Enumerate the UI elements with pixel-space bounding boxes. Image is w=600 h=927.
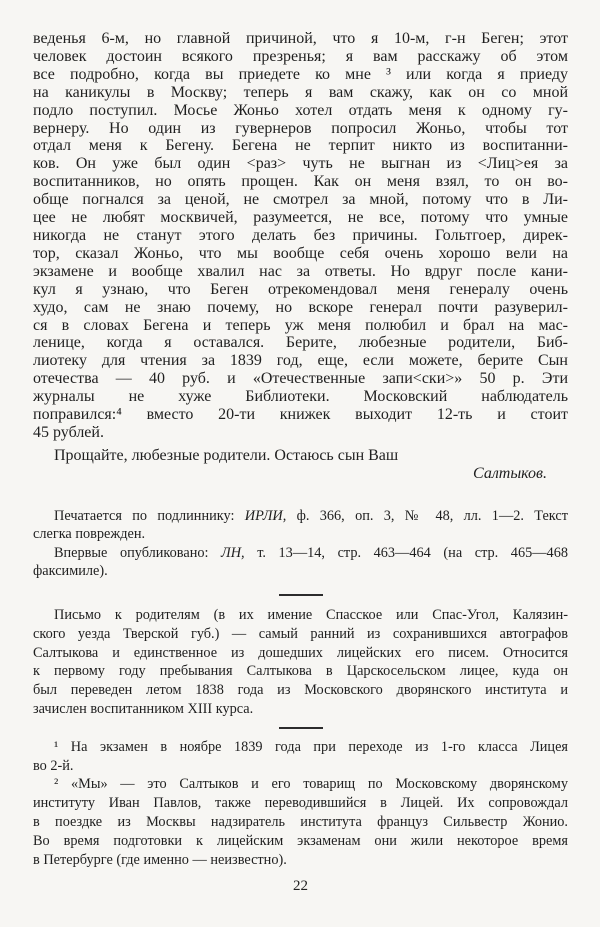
text-line: веденья 6-м, но главной причиной, что я 10-м, г-н Беген; этот [33,30,568,47]
imprint-publication-details: т. 13—14, стр. 463—464 (на стр. 465—468 [244,544,568,561]
text-line: ся в словах Бегена и теперь уж меня полюбил и брал на мас- [33,316,568,334]
letter-signature: Салтыков. [473,464,547,482]
text-line: Салтыкова и единственное из дошедших лицейских его писем. Относится [33,644,568,661]
text-line: отдал меня к Бегену. Бегена не терпит никто из воспитанни- [33,137,568,155]
imprint-source-line2: слегка поврежден. [33,526,146,543]
imprint-source-line [33,507,568,526]
text-line: ского уезда Тверской губ.) — самый ранний из сохранившихся автографов [33,625,568,642]
text-line: ² «Мы» — это Салтыков и его товарищ по Московскому дворянскому [54,776,568,793]
letter-closing: Прощайте, любезные родители. Остаюсь сын Ваш [54,446,399,464]
imprint-publication-prefix: Впервые опубликовано: [54,544,222,561]
text-line: во 2-й. [33,757,74,774]
commentary-text [33,606,568,719]
text-line: 45 рублей. [33,423,104,441]
footnotes-section [33,738,568,870]
text-line: ¹ На экзамен в ноябре 1839 года при переходе из 1-го класса Лицея [54,738,568,755]
imprint-publication-edition: ЛН, [221,544,245,561]
section-divider [279,594,323,596]
text-line: цее не любят москвичей, разумеется, не все, потому что умные [33,209,568,227]
text-line: журналы не хуже Библиотеки. Московский наблюдатель [33,388,568,406]
text-line: никогда не станут этого делать без причины. Гольтгоер, дирек- [33,226,568,244]
text-line: все подробно, когда вы приедете ко мне ³ или когда я приеду [33,65,568,83]
text-line: ленице, когда я оставался. Берите, любезные родители, Биб- [33,334,568,352]
footnote-2 [33,775,568,869]
text-line: в Петербурге (где именно — неизвестно). [33,851,287,868]
text-line: на каникулы в Москву; теперь я вам скажу, как он со мной [33,83,568,101]
imprint-section [33,507,568,581]
imprint-source-prefix: Печатается по подлиннику: [54,507,245,524]
footnote-1 [33,738,568,776]
text-line: отечества — 40 руб. и «Отечественные запи<ски>» 50 р. Эти [33,370,568,388]
imprint-publication-line [33,544,568,563]
text-line: человек достоин всякого презренья; я вам расскажу об этом [33,47,568,65]
text-line: зачислен воспитанником XIII курса. [33,701,254,718]
text-line: лиотеку для чтения за 1839 год, еще, если можете, берите Сын [33,352,568,370]
text-line: подло поступил. Мосье Жоньо хотел отдать меня к одному гу- [33,101,568,119]
text-line: экзамене и вообще хвалил нас за ответы. Но вдруг после кани- [33,262,568,280]
text-line: вернеру. Но один из гувернеров попросил Жоньо, чтобы тот [33,119,568,137]
text-line: обще погнался за ценой, не смотрел за мной, потому что в Ли- [33,191,568,209]
imprint-source-details: ф. 366, оп. 3, № 48, лл. 1—2. Текст [286,507,568,524]
imprint-source-archive: ИРЛИ, [244,507,287,524]
text-line: ков. Он уже был один <раз> чуть не выгнан из <Лиц>ея за [33,155,568,173]
text-line: воспитанников, но опять прощен. Как он меня взял, то он во- [33,173,568,191]
text-line: поправился:⁴ вместо 20-ти книжек выходит 12-ть и стоит [33,406,568,424]
text-line: кул я узнаю, что Беген отрекомендовал меня генералу очень [33,280,568,298]
text-line: худо, сам не знаю почему, но вскоре генерал почти разуверил- [33,298,568,316]
text-line: был переведен летом 1838 года из Московского дворянского института и [33,682,568,699]
text-line: институту Иван Павлов, также переводившийся в Лицей. Их сопровождал [33,795,568,812]
footnotes-divider [279,727,323,729]
text-line: Письмо к родителям (в их имение Спасское или Спас-Угол, Калязин- [54,607,568,624]
text-line: к первому году пребывания Салтыкова в Царскосельском лицее, куда он [33,663,568,680]
letter-body-text [33,30,568,442]
imprint-publication-line2: факсимиле). [33,563,108,580]
text-line: в поездке из Москвы надзиратель института француз Сильвестр Жонио. [33,814,568,830]
text-line: Во время подготовки к лицейским экзаменам они жили некоторое время [33,832,568,849]
page-number: 22 [293,878,308,895]
text-line: тор, сказал Жоньо, что мы вообще себя очень хорошо вели на [33,244,568,262]
